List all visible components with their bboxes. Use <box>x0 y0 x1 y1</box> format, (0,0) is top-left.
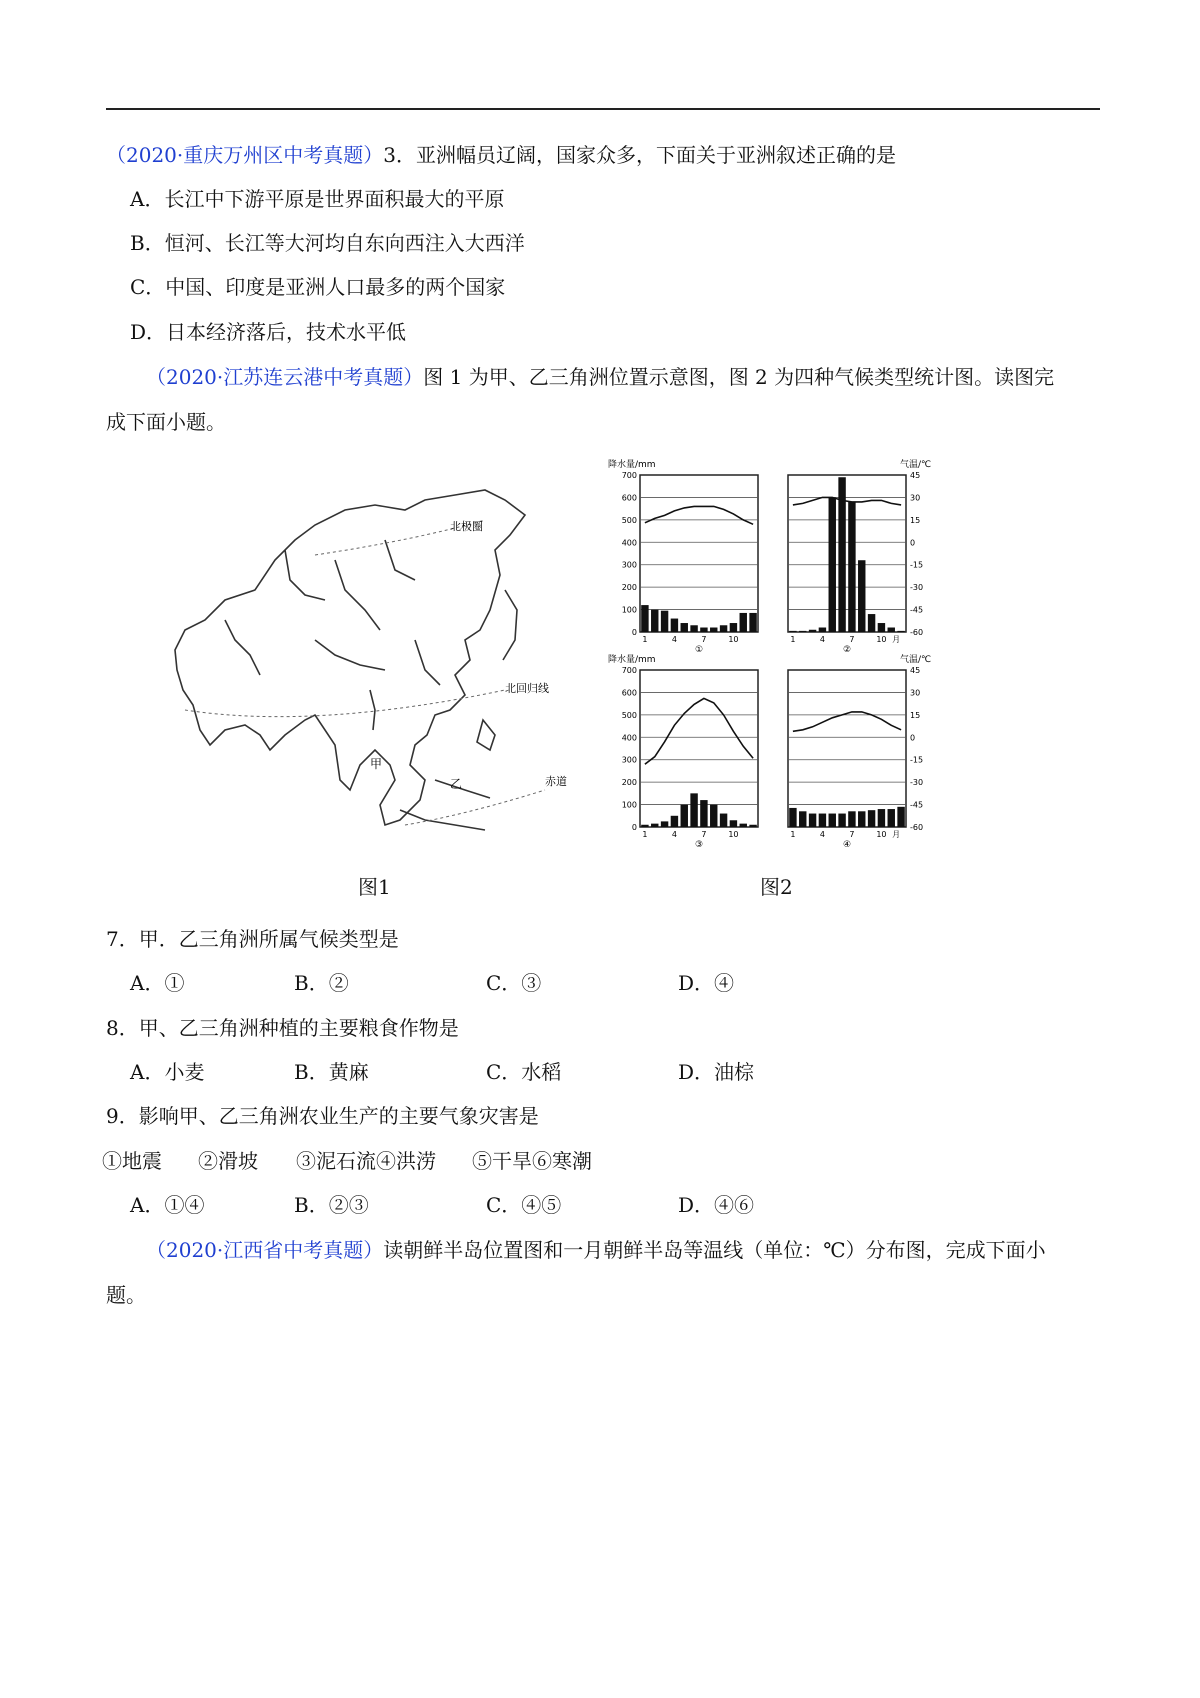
chart-3-precip-tick: 500 <box>621 710 637 720</box>
yi-label: 乙 <box>450 777 463 791</box>
chart-4-panel-label: ④ <box>842 840 852 850</box>
chart-3-precip-bar <box>720 814 727 827</box>
chart-1-frame <box>640 475 758 632</box>
chart-1-precip-tick: 400 <box>621 538 637 548</box>
chart-3-precip-bar <box>740 824 747 827</box>
chart-3-precip-bar <box>641 825 648 827</box>
chart-3-precip-bar <box>690 793 697 827</box>
q7-option-c: C．③ <box>486 971 542 995</box>
chart-3-precip-bar <box>681 805 688 827</box>
chart-4-month-tick: 7 <box>849 830 855 839</box>
chart-4-precip-bar <box>838 814 845 827</box>
chart-2-precip-bar <box>819 628 826 632</box>
q8-option-a: A．小麦 <box>130 1060 205 1084</box>
jia-label: 甲 <box>370 757 383 771</box>
chart-4-temp-tick: 45 <box>910 666 921 675</box>
figure2-climate-charts <box>600 455 970 860</box>
chart-3-precip-bar <box>749 825 756 827</box>
asia-coastline <box>175 490 525 830</box>
chart-2-precip-bar <box>809 630 816 632</box>
chart-1-panel-label: ① <box>694 645 704 655</box>
chart-1-precip-tick: 600 <box>621 493 637 503</box>
group3-intro-text: 读朝鲜半岛位置图和一月朝鲜半岛等温线（单位：℃）分布图，完成下面小 <box>383 1238 1046 1262</box>
equator-label: 赤道 <box>545 775 567 788</box>
q8-option-d: D．油棕 <box>678 1060 755 1084</box>
q3-stem-line <box>106 141 896 169</box>
chart-3-temp-line <box>645 698 753 764</box>
chart-2-precip-bar <box>799 631 806 632</box>
figure1-asia-map <box>165 480 595 860</box>
chart-3-precip-tick: 0 <box>631 823 637 832</box>
chart-3-month-tick: 10 <box>728 830 739 839</box>
chart-4-temp-tick: 30 <box>910 688 921 698</box>
chart-3-precip-tick: 600 <box>621 688 637 698</box>
chart-3-precip-tick: 200 <box>621 778 637 788</box>
chart-2-temp-tick: 15 <box>910 515 921 525</box>
chart-3-precip-bar <box>661 821 668 827</box>
chart-1-precip-bar <box>740 613 747 632</box>
chart-1-precip-bar <box>651 610 658 632</box>
group2-intro-line2: 成下面小题。 <box>106 410 226 434</box>
chart-1-precip-tick: 700 <box>621 471 637 480</box>
chart-1-precip-bar <box>710 628 717 632</box>
chart-3-precip-bar <box>730 820 737 827</box>
group2-intro-line1 <box>146 363 1054 391</box>
chart-4-temp-tick: -15 <box>910 755 924 765</box>
chart-4-month-tick: 1 <box>790 830 796 839</box>
group2-source: （2020·江苏连云港中考真题） <box>146 365 424 389</box>
chart-3-panel-label: ③ <box>694 840 704 850</box>
chart-1-precip-bar <box>730 623 737 632</box>
q3-stem: 3．亚洲幅员辽阔，国家众多，下面关于亚洲叙述正确的是 <box>383 143 896 167</box>
chart-4-precip-bar <box>799 811 806 827</box>
chart-4-temp-tick: 15 <box>910 710 921 720</box>
chart-2-precip-bar <box>789 631 796 632</box>
q7-stem: 7．甲．乙三角洲所属气候类型是 <box>106 927 399 951</box>
group3-source: （2020·江西省中考真题） <box>146 1238 384 1262</box>
q3-option-c: C．中国、印度是亚洲人口最多的两个国家 <box>130 275 506 299</box>
chart-4-precip-bar <box>789 808 796 827</box>
chart-1-precip-bar <box>681 623 688 632</box>
q9-option-d: D．④⑥ <box>678 1193 755 1217</box>
chart-2-month-tick: 1 <box>790 635 796 644</box>
chart-3-month-tick: 7 <box>701 830 707 839</box>
q8-option-b: B．黄麻 <box>294 1060 369 1084</box>
chart-2-temp-tick: -30 <box>910 583 924 593</box>
temp-axis-label-top: 气温/℃ <box>900 460 932 470</box>
chart-1-precip-tick: 300 <box>621 560 637 570</box>
q9-item-3: ③泥石流④洪涝 <box>296 1149 436 1173</box>
group3-intro-line1 <box>146 1236 1046 1264</box>
chart-4-precip-bar <box>868 810 875 827</box>
group3-intro-line2: 题。 <box>106 1283 146 1307</box>
chart-1-precip-bar <box>720 625 727 632</box>
chart-2-month-tick: 7 <box>849 635 855 644</box>
header-rule <box>106 108 1100 110</box>
chart-4-precip-bar <box>897 807 904 827</box>
q8-stem: 8．甲、乙三角洲种植的主要粮食作物是 <box>106 1016 459 1040</box>
chart-3-month-tick: 4 <box>671 830 677 839</box>
chart-1-precip-tick: 200 <box>621 583 637 593</box>
chart-2-month-tick: 10 <box>876 635 887 644</box>
chart-2-temp-tick: 45 <box>910 471 921 480</box>
figure1-caption: 图1 <box>358 875 391 899</box>
chart-3-month-tick: 1 <box>642 830 648 839</box>
chart-4-temp-tick: -60 <box>910 823 924 832</box>
q8-option-c: C．水稻 <box>486 1060 562 1084</box>
chart-1-precip-tick: 0 <box>631 628 637 637</box>
q9-item-1: ①地震 <box>102 1149 162 1173</box>
chart-4-temp-tick: 0 <box>910 733 916 743</box>
chart-1-precip-bar <box>671 619 678 632</box>
q3-option-b: B．恒河、长江等大河均自东向西注入大西洋 <box>130 231 525 255</box>
arctic-label: 北极圈 <box>450 520 483 533</box>
chart-4-month-tick: 4 <box>819 830 825 839</box>
q9-stem: 9．影响甲、乙三角洲农业生产的主要气象灾害是 <box>106 1104 539 1128</box>
chart-4-precip-bar <box>878 809 885 827</box>
chart-1-precip-bar <box>690 625 697 632</box>
chart-2-precip-bar <box>848 502 855 632</box>
chart-3-precip-bar <box>700 800 707 827</box>
chart-2-temp-tick: 0 <box>910 538 916 548</box>
chart-2-precip-bar <box>868 614 875 632</box>
chart-2-frame <box>788 475 906 632</box>
chart-2-temp-tick: -45 <box>910 605 924 615</box>
chart-2-precip-bar <box>878 623 885 632</box>
chart-1-month-tick: 4 <box>671 635 677 644</box>
chart-4-precip-bar <box>858 811 865 827</box>
chart-2-precip-bar <box>858 560 865 632</box>
chart-4-precip-bar <box>829 814 836 827</box>
chart-1-precip-tick: 100 <box>621 605 637 615</box>
chart-2-month-unit: 月 <box>892 635 901 644</box>
chart-1-precip-bar <box>641 605 648 632</box>
precip-axis-label-bottom: 降水量/mm <box>608 655 656 665</box>
q3-option-a: A．长江中下游平原是世界面积最大的平原 <box>130 187 505 211</box>
chart-3-precip-tick: 300 <box>621 755 637 765</box>
chart-2-panel-label: ② <box>842 645 852 655</box>
q7-option-d: D．④ <box>678 971 735 995</box>
chart-1-precip-bar <box>749 613 756 632</box>
group2-intro-text: 图 1 为甲、乙三角洲位置示意图，图 2 为四种气候类型统计图。读图完 <box>423 365 1055 389</box>
q7-option-a: A．① <box>130 971 185 995</box>
chart-4-precip-bar <box>848 811 855 827</box>
q3-source: （2020·重庆万州区中考真题） <box>106 143 384 167</box>
chart-4-temp-tick: -45 <box>910 800 924 810</box>
chart-2-temp-tick: 30 <box>910 493 921 503</box>
chart-3-precip-tick: 700 <box>621 666 637 675</box>
chart-2-precip-bar <box>829 497 836 632</box>
chart-2-precip-bar <box>888 628 895 632</box>
chart-1-month-tick: 1 <box>642 635 648 644</box>
chart-2-temp-tick: -60 <box>910 628 924 637</box>
chart-4-precip-bar <box>809 814 816 827</box>
chart-2-temp-tick: -15 <box>910 560 924 570</box>
chart-1-month-tick: 7 <box>701 635 707 644</box>
chart-1-temp-line <box>645 506 753 524</box>
chart-1-precip-tick: 500 <box>621 515 637 525</box>
precip-axis-label-top: 降水量/mm <box>608 460 656 470</box>
chart-3-frame <box>640 670 758 827</box>
tropic-label: 北回归线 <box>505 682 549 695</box>
chart-2-precip-bar <box>897 631 904 632</box>
chart-3-precip-tick: 400 <box>621 733 637 743</box>
chart-4-month-tick: 10 <box>876 830 887 839</box>
q9-option-c: C．④⑤ <box>486 1193 562 1217</box>
chart-4-precip-bar <box>888 809 895 827</box>
chart-1-precip-bar <box>700 628 707 632</box>
temp-axis-label-bottom: 气温/℃ <box>900 655 932 665</box>
q9-option-b: B．②③ <box>294 1193 369 1217</box>
chart-3-precip-bar <box>710 805 717 827</box>
chart-3-precip-bar <box>651 824 658 827</box>
figure2-caption: 图2 <box>760 875 793 899</box>
chart-1-month-tick: 10 <box>728 635 739 644</box>
q3-option-d: D．日本经济落后，技术水平低 <box>130 320 407 344</box>
chart-4-precip-bar <box>819 814 826 827</box>
chart-3-precip-bar <box>671 816 678 827</box>
chart-1-precip-bar <box>661 611 668 632</box>
latitude-lines <box>185 520 545 825</box>
chart-4-frame <box>788 670 906 827</box>
q7-option-b: B．② <box>294 971 349 995</box>
chart-4-temp-tick: -30 <box>910 778 924 788</box>
q9-item-2: ②滑坡 <box>198 1149 258 1173</box>
chart-2-month-tick: 4 <box>819 635 825 644</box>
chart-2-temp-line <box>793 497 901 505</box>
chart-4-month-unit: 月 <box>892 830 901 839</box>
chart-3-precip-tick: 100 <box>621 800 637 810</box>
q9-option-a: A．①④ <box>130 1193 205 1217</box>
q9-item-4: ⑤干旱⑥寒潮 <box>472 1149 592 1173</box>
